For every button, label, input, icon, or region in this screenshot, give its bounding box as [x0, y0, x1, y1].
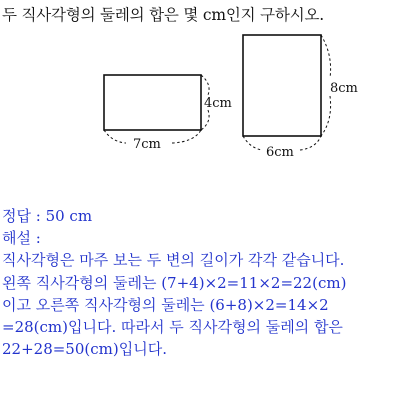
explanation-line-1: 직사각형은 마주 보는 두 변의 길이가 각각 같습니다.	[2, 251, 345, 270]
left-width-brace	[104, 130, 126, 143]
right-height-label: 8cm	[330, 81, 358, 96]
right-height-brace	[321, 35, 331, 78]
right-width-brace-right	[300, 136, 321, 150]
right-height-brace-bottom	[321, 96, 331, 136]
explanation-line-2: 왼쪽 직사각형의 둘레는 (7+4)×2=11×2=22(cm)	[2, 273, 347, 292]
left-height-brace	[201, 75, 209, 95]
left-height-label: 4cm	[204, 96, 232, 111]
right-width-brace	[243, 136, 262, 150]
answer-block	[2, 205, 346, 360]
right-width-label: 6cm	[266, 145, 294, 160]
left-width-label: 7cm	[133, 137, 161, 152]
explanation-line-4: =28(cm)입니다. 따라서 두 직사각형의 둘레의 합은	[2, 318, 343, 337]
answer-line: 정답 : 50 cm	[2, 207, 93, 225]
explanation-line-5: 22+28=50(cm)입니다.	[2, 340, 167, 359]
explanation-line-3: 이고 오른쪽 직사각형의 둘레는 (6+8)×2=14×2	[2, 295, 329, 314]
left-height-brace-bottom	[201, 110, 209, 130]
question-text: 두 직사각형의 둘레의 합은 몇 cm인지 구하시오.	[2, 6, 324, 24]
left-rectangle	[104, 75, 201, 130]
explanation-label: 해설 :	[2, 229, 41, 248]
left-width-brace-right	[172, 130, 201, 143]
right-rectangle	[243, 35, 321, 136]
